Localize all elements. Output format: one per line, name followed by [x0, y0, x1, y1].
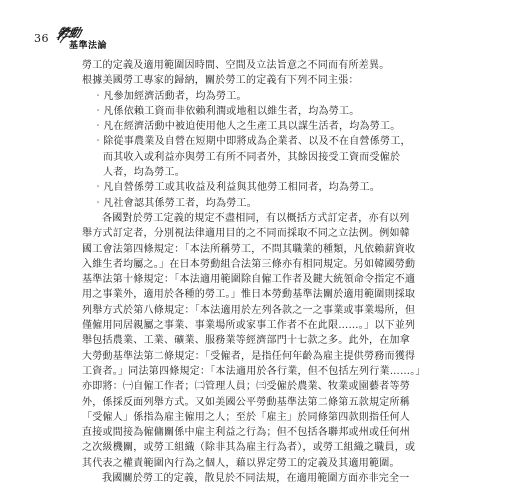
- text-line: 國工會法第四條規定：「本法所稱勞工，不問其職業的種類，凡依賴薪資收: [82, 243, 416, 255]
- text-line: 直接或間接為僱傭關係中雇主利益之行為；但不包括各聯邦或州或任何州: [82, 427, 410, 439]
- text-line: 舉方式訂定者，分別視法律適用目的之不同而採取不同之立法例。例如韓: [82, 228, 410, 240]
- text-line: 舉包括農業、工業、礦業、服務業等經濟部門十七款之多。此外，在加拿: [82, 335, 410, 347]
- text-line: 我國關於勞工的定義，散見於不同法規，在適用範圍方面亦非完全一: [102, 473, 410, 485]
- text-line: 基準法第十條規定：「本法適用範圍除自僱工作者及鍵大統領命令指定不適: [82, 274, 416, 286]
- book-title-top: 勞動: [55, 26, 83, 40]
- book-logo: [55, 24, 121, 52]
- paragraph-comparison: [82, 211, 454, 471]
- paragraph-intro: [82, 58, 454, 89]
- page-number: 36: [34, 32, 49, 45]
- book-title-bottom: 基準法論: [69, 41, 108, 51]
- text-line: 勞工的定義及適用範圍因時間、空間及立法旨意之不同而有所差異。: [82, 60, 390, 71]
- text-line: 「受僱人」係指為雇主僱用之人；至於「雇主」於同條第四款則指任何人: [82, 411, 410, 423]
- text-line: 根據美國勞工專家的歸納，關於勞工的定義有下列不同主張：: [82, 75, 359, 87]
- page-header: [34, 24, 486, 52]
- list-item: ‧凡係依賴工資而非依賴利潤或地租以維生者，均為勞工。: [93, 105, 360, 117]
- text-line: 用之事業外，適用於各種的勞工。」惟日本勞動基準法關於適用範圍則採取: [82, 289, 416, 301]
- list-item: ‧凡自營係勞工或其收益及利益與其他勞工相同者，均為勞工。: [93, 182, 380, 194]
- text-line: 列舉方式於第八條規定：「本法適用於左列各款之一之事業或事業場所，但: [82, 304, 416, 316]
- text-line: 工資者。」同法第四條規定：「本法適用於各行業，但不包括左列行業……。」: [82, 365, 426, 377]
- list-item: ‧凡社會認其係勞工者，均為勞工。: [93, 197, 257, 209]
- text-line: 亦即將：㈠自僱工作者；㈡管理人員；㈢受僱於農業、牧業或園藝者等勞: [82, 381, 410, 393]
- text-line: 僅僱用同居親屬之事業、事業場所或家事工作者不在此限……。」以下並列: [82, 320, 416, 332]
- text-line: 之次級機關，或勞工組織（除非其為雇主行為者），或勞工組織之職員，或: [82, 442, 416, 454]
- text-line: 外，係採反面列舉方式。又如美國公平勞動基準法第二條第五款規定所稱: [82, 396, 410, 408]
- definition-list: [82, 89, 454, 211]
- paragraph-taiwan: [82, 471, 454, 486]
- text-line: 各國對於勞工定義的規定不盡相同，有以概括方式訂定者，亦有以列: [102, 212, 410, 224]
- list-item-continuation: 人者，均為勞工。: [103, 167, 185, 179]
- text-line: 其代表之權責範圍內行為之個人，藉以界定勞工的定義及其適用範圍。: [82, 457, 400, 469]
- list-item: ‧凡參加經濟活動者，均為勞工。: [93, 90, 247, 102]
- text-line: 入維生者均屬之。」在日本勞動組合法第三條亦有相同規定。另如韓國勞動: [82, 258, 416, 270]
- page-body: [82, 58, 454, 486]
- list-item: ‧凡在經濟活動中被迫使用他人之生產工具以謀生活者，均為勞工。: [93, 121, 401, 133]
- list-item-continuation: 而其收入或利益亦與勞工有所不同者外，其餘因接受工資而受僱於: [103, 151, 401, 163]
- list-item: ‧除從事農業及自營在短期中即將成為企業者、以及不在自營係勞工，: [93, 136, 411, 148]
- text-line: 大勞動基準法第二條規定：「受僱者，是指任何年齡為雇主提供勞務而獲得: [82, 350, 416, 362]
